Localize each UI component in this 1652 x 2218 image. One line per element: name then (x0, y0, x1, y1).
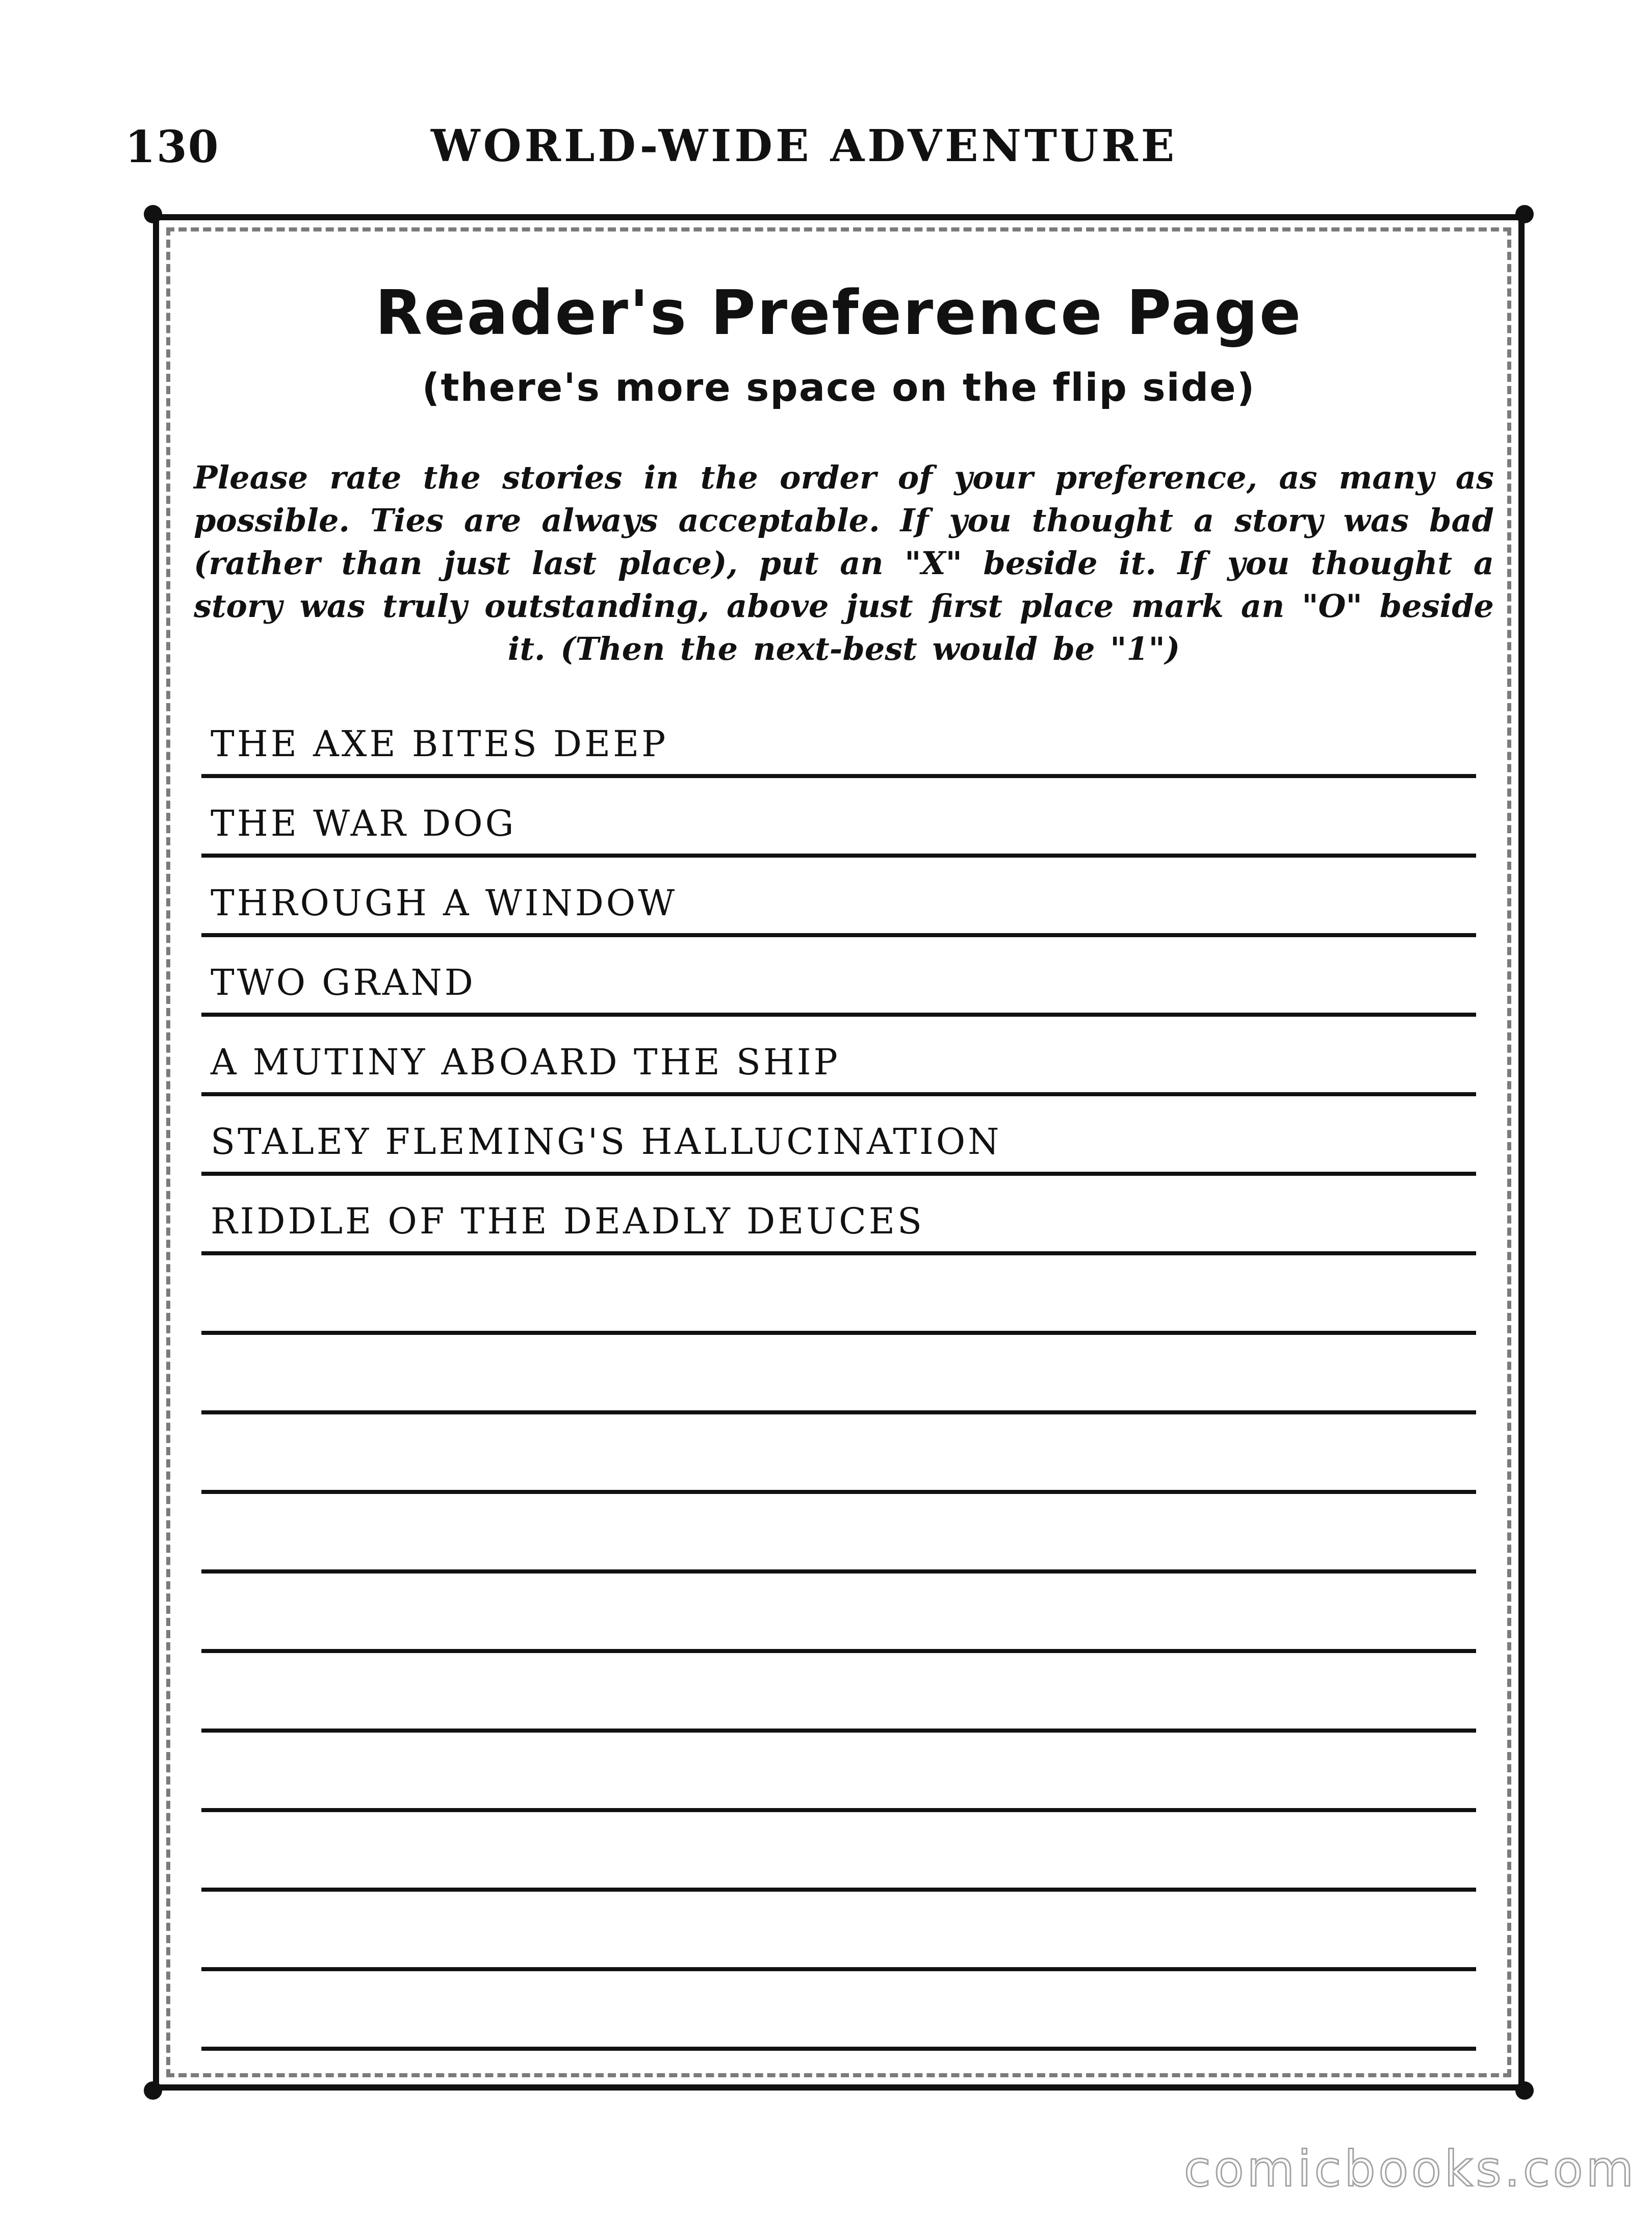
form-subtitle: (there's more space on the flip side) (422, 365, 1256, 410)
form-title: Reader's Preference Page (375, 278, 1303, 349)
story-rating-line[interactable] (201, 778, 1476, 858)
blank-rating-line[interactable] (201, 1255, 1476, 1335)
story-rating-line[interactable] (201, 699, 1476, 778)
blank-rating-line[interactable] (201, 1494, 1476, 1574)
blank-rating-line[interactable] (201, 1414, 1476, 1494)
story-rating-list (201, 699, 1476, 2051)
frame-corner-bottom-left (144, 2081, 162, 2100)
blank-rating-line[interactable] (201, 1892, 1476, 1971)
blank-rating-line[interactable] (201, 1653, 1476, 1733)
story-title: THE WAR DOG (211, 803, 517, 844)
story-title: A MUTINY ABOARD THE SHIP (211, 1041, 840, 1083)
story-title: RIDDLE OF THE DEADLY DEUCES (211, 1200, 924, 1242)
watermark: comicbooks.com (1183, 2140, 1637, 2198)
story-title: THROUGH A WINDOW (211, 882, 678, 924)
blank-rating-line[interactable] (201, 1812, 1476, 1892)
frame-corner-top-right (1515, 205, 1534, 223)
blank-rating-line[interactable] (201, 1733, 1476, 1812)
story-title: STALEY FLEMING'S HALLUCINATION (211, 1121, 1002, 1163)
blank-rating-line[interactable] (201, 1335, 1476, 1414)
blank-rating-line[interactable] (201, 1574, 1476, 1653)
story-rating-line[interactable] (201, 1017, 1476, 1096)
story-title: TWO GRAND (211, 962, 476, 1003)
story-rating-line[interactable] (201, 1096, 1476, 1176)
story-title: THE AXE BITES DEEP (211, 723, 668, 765)
blank-rating-line[interactable] (201, 1971, 1476, 2051)
story-rating-line[interactable] (201, 858, 1476, 937)
frame-corner-bottom-right (1515, 2081, 1534, 2100)
story-rating-line[interactable] (201, 1176, 1476, 1255)
frame-corner-top-left (144, 205, 162, 223)
running-title: WORLD-WIDE ADVENTURE (431, 120, 1178, 172)
story-rating-line[interactable] (201, 937, 1476, 1017)
instructions-paragraph: Please rate the stories in the order of your preference, as many as possible. Ties are always acceptable. If you thought a story was bad (rather than just last place), put an "X" beside it. If you thought a story was truly outstanding, above just first place mark an "O" beside it. (Then the next-best would be "1") (194, 459, 1494, 667)
page-number: 130 (125, 121, 220, 173)
